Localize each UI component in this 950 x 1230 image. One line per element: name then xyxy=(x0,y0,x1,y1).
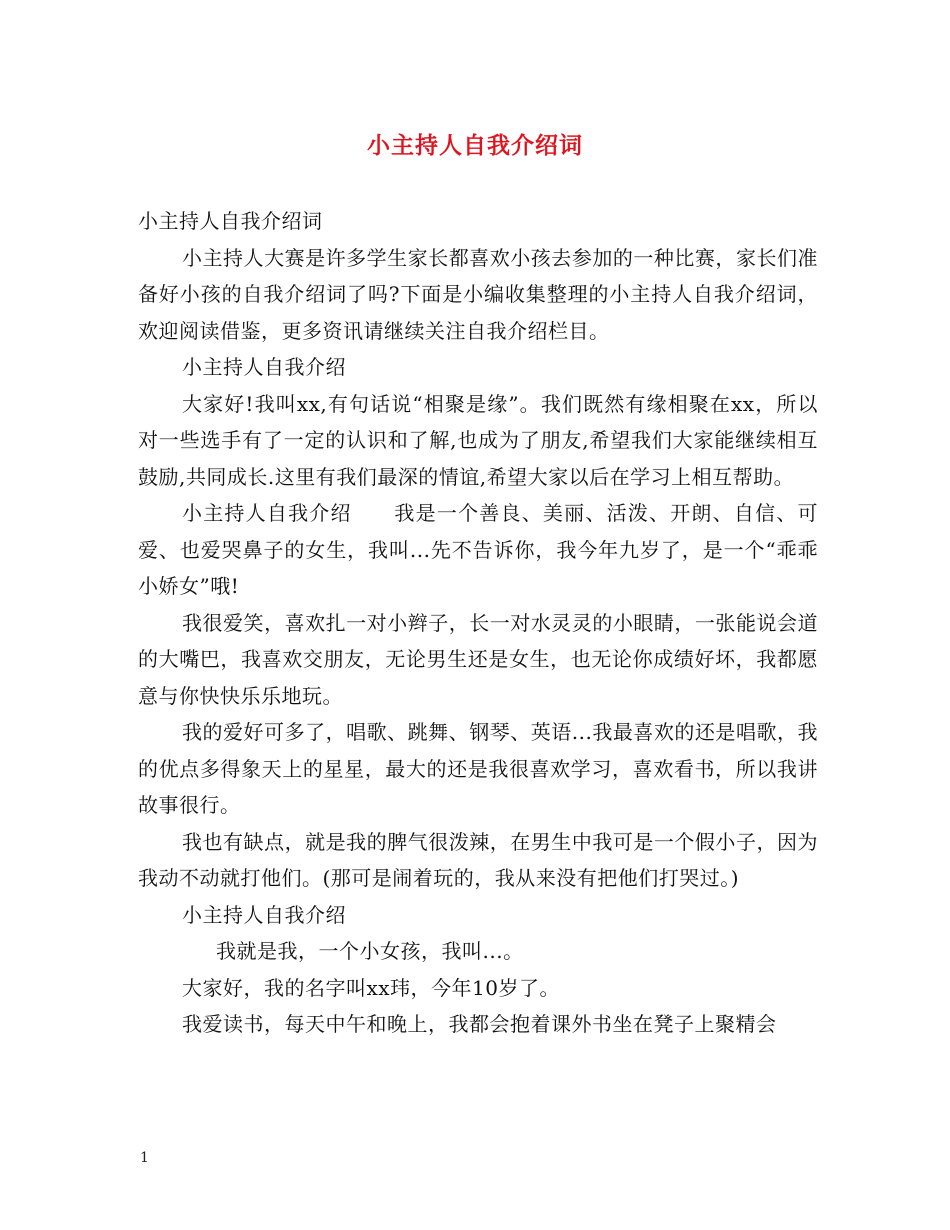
paragraph-heading: 小主持人自我介绍词 xyxy=(138,209,323,233)
paragraph-name-age: 大家好，我的名字叫xx玮，今年10岁了。 xyxy=(182,975,561,1000)
paragraph-greeting: 大家好!我叫xx,有句话说“相聚是缘”。我们既然有缘相聚在xx，所以对一些选手有了一定的认识和了解,也成为了朋友,希望我们大家能继续相互鼓励,共同成长.这里有我们最深的情谊,希望大家以后在学习上相互帮助。 xyxy=(138,391,818,489)
section-heading-1: 小主持人自我介绍 xyxy=(182,355,346,379)
paragraph-personality: 我是一个善良、美丽、活泼、开朗、自信、可爱、也爱哭鼻子的女生，我叫...先不告诉你，我今年九岁了，是一个“乖乖小娇女”哦! xyxy=(138,501,819,598)
paragraph-reading: 我爱读书，每天中午和晚上，我都会抱着课外书坐在凳子上聚精会 xyxy=(182,1012,777,1036)
document-title: 小主持人自我介绍词 xyxy=(367,132,583,159)
paragraph-hobbies: 我的爱好可多了，唱歌、跳舞、钢琴、英语...我最喜欢的还是唱歌，我的优点多得象天上的星星，最大的还是我很喜欢学习，喜欢看书，所以我讲故事很行。 xyxy=(138,720,818,817)
section-heading-2: 小主持人自我介绍 xyxy=(182,501,352,525)
paragraph-shortcomings: 我也有缺点，就是我的脾气很泼辣，在男生中我可是一个假小子，因为我动不动就打他们。(那可是闹着玩的，我从来没有把他们打哭过。) xyxy=(138,829,818,890)
paragraph-self-description xyxy=(138,495,818,605)
document-body xyxy=(138,203,818,1043)
page-number: 1 xyxy=(140,1150,149,1166)
section-heading-3: 小主持人自我介绍 xyxy=(182,902,346,927)
paragraph-intro: 小主持人大赛是许多学生家长都喜欢小孩去参加的一种比赛，家长们准备好小孩的自我介绍词了吗?下面是小编收集整理的小主持人自我介绍词，欢迎阅读借鉴，更多资讯请继续关注自我介绍栏目。 xyxy=(138,245,818,343)
paragraph-smile: 我很爱笑，喜欢扎一对小辫子，长一对水灵灵的小眼睛，一张能说会道的大嘴巴，我喜欢交朋友，无论男生还是女生，也无论你成绩好坏，我都愿意与你快快乐乐地玩。 xyxy=(138,610,818,708)
paragraph-i-am-me: 我就是我，一个小女孩，我叫...。 xyxy=(216,939,524,963)
